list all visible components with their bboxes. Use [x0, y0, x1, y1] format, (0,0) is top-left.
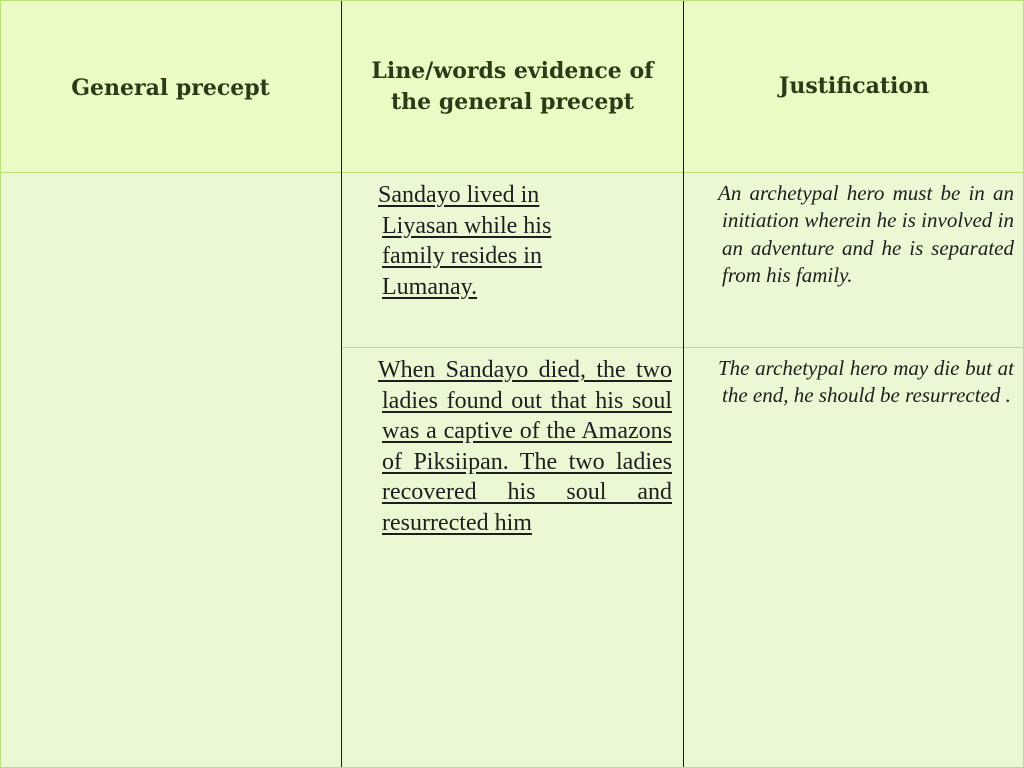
header-evidence-label: Line/words evidence of the general precept — [371, 57, 654, 115]
row-1-justification: An archetypal hero must be in an initiation wherein he is involved in an adventure and he is separated from his family. — [718, 181, 1014, 287]
row-2-justification: The archetypal hero may die but at the end, he should be resurrected . — [718, 356, 1014, 408]
header-justification — [684, 0, 1024, 173]
header-general-precept — [0, 2, 341, 175]
row-2-evidence: When Sandayo died, the two ladies found out that his soul was a captive of the Amazons of Piksiipan. The two ladies recovered his soul and resurrected him — [378, 357, 672, 536]
row-1-evidence: Sandayo lived in Liyasan while his family resides in Lumanay. — [378, 182, 552, 300]
header-general-precept-label: General precept — [71, 75, 270, 101]
header-evidence — [342, 0, 683, 173]
header-justification-label: Justification — [778, 73, 930, 99]
